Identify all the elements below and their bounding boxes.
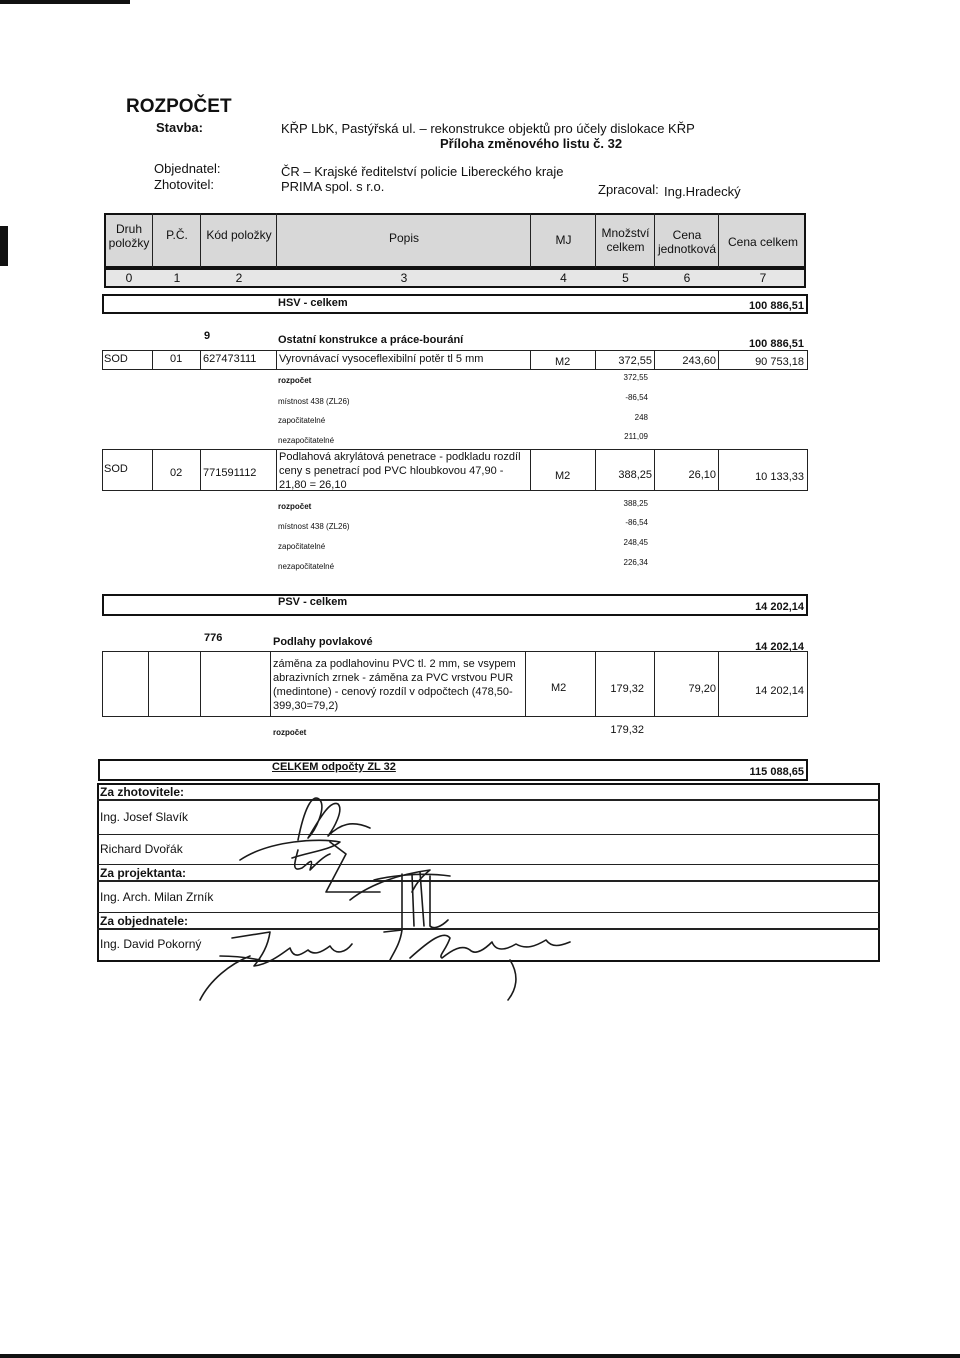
cena-c-cell: 10 133,33: [755, 471, 804, 483]
calc-label: místnost 438 (ZL26): [278, 522, 350, 531]
col-pc: P.Č.: [166, 228, 188, 242]
cena-j-cell: 243,60: [682, 355, 716, 367]
cena-j-cell: 26,10: [688, 469, 716, 481]
calc-label: nezapočitatelné: [278, 436, 335, 445]
objednatel-value: ČR – Krajské ředitelství policie Libereckého kraje: [281, 164, 564, 179]
document-title: ROZPOČET: [126, 96, 232, 117]
signature-stroke: [298, 798, 370, 840]
calc-label: započitatelné: [278, 416, 326, 425]
cena-c-cell: 14 202,14: [755, 685, 804, 697]
signatory-name: Ing. Josef Slavík: [100, 810, 189, 824]
signature-stroke: [402, 872, 448, 928]
zpracoval-value: Ing.Hradecký: [664, 184, 741, 199]
pc-cell: 02: [170, 467, 183, 479]
col-cena-c: Cena celkem: [727, 235, 799, 249]
kod-cell: 627473111: [203, 353, 257, 365]
colnum: 4: [560, 271, 567, 285]
celkem-total: 115 088,65: [749, 766, 804, 778]
col-cena-j: Cena jednotková: [657, 228, 717, 256]
za-projektanta-label: Za projektanta:: [100, 866, 187, 880]
psv-total: 14 202,14: [755, 601, 804, 613]
cena-c-cell: 90 753,18: [755, 356, 804, 368]
mnozstvi-cell: 372,55: [618, 355, 652, 367]
druh-cell: SOD: [104, 463, 128, 475]
handwritten-signatures: [180, 780, 620, 1020]
mnozstvi-cell: 179,32: [610, 683, 644, 695]
pc-cell: 01: [170, 353, 183, 365]
colnum: 0: [125, 271, 133, 285]
calc-value: 372,55: [623, 373, 648, 382]
psv-label: PSV - celkem: [278, 596, 348, 608]
hsv-total: 100 886,51: [748, 300, 804, 312]
calc-label: rozpočet: [273, 728, 307, 737]
group-total: 100 886,51: [748, 338, 804, 350]
group-label: Ostatní konstrukce a práce-bourání: [278, 334, 464, 346]
signatory-name: Ing. David Pokorný: [100, 937, 202, 951]
calc-label: započitatelné: [278, 542, 326, 551]
popis-cell: Podlahová akrylátová penetrace - podkladu rozdíl ceny s penetrací pod PVC hloubkovou 47,90 - 21,80 = 26,10: [279, 451, 521, 491]
popis-cell: Vyrovnávací vysoceflexibilní potěr tl 5 mm: [279, 353, 484, 365]
colnum: 6: [683, 271, 691, 285]
scan-edge-mark: [0, 226, 8, 266]
calc-value: -86,54: [625, 518, 648, 527]
stavba-value: KŘP LbK, Pastýřská ul. – rekonstrukce objektů pro účely dislokace KŘP: [281, 121, 695, 136]
calc-value: 226,34: [623, 558, 648, 567]
signature-stroke: [508, 960, 516, 1000]
druh-cell: SOD: [104, 353, 128, 365]
signature-stroke: [410, 935, 570, 958]
signature-stroke: [220, 956, 260, 960]
cena-j-cell: 79,20: [688, 683, 716, 695]
colnum: 1: [173, 271, 181, 285]
colnum: 7: [759, 271, 767, 285]
calc-value: 248: [634, 413, 648, 422]
attachment-note: Příloha změnového listu č. 32: [440, 136, 623, 151]
kod-cell: 771591112: [203, 467, 257, 479]
colnum: 2: [235, 271, 243, 285]
scan-edge-mark: [0, 0, 130, 4]
calc-value: 388,25: [623, 499, 648, 508]
hsv-label: HSV - celkem: [278, 297, 348, 309]
calc-value: 179,32: [610, 724, 644, 736]
calc-label: nezapočitatelné: [278, 562, 335, 571]
col-kod: Kód položky: [206, 228, 272, 242]
col-mj: MJ: [555, 233, 572, 247]
calc-label: rozpočet: [278, 376, 312, 385]
zhotovitel-label: Zhotovitel:: [154, 177, 214, 192]
signature-stroke: [384, 930, 402, 960]
calc-label: místnost 438 (ZL26): [278, 397, 350, 406]
mj-cell: M2: [551, 682, 567, 694]
za-objednatele-label: Za objednatele:: [100, 914, 189, 928]
za-zhotovitele-label: Za zhotovitele:: [100, 785, 185, 799]
zhotovitel-value: PRIMA spol. s r.o.: [281, 179, 385, 194]
signature-stroke: [326, 842, 380, 892]
signature-stroke: [200, 956, 250, 1000]
mj-cell: M2: [555, 470, 571, 482]
group-label: Podlahy povlakové: [273, 636, 373, 648]
colnum: 3: [400, 271, 408, 285]
col-druh: Druh položky: [108, 222, 150, 250]
stavba-label: Stavba:: [156, 120, 203, 135]
calc-value: -86,54: [625, 393, 648, 402]
signature-stroke: [232, 932, 352, 966]
mj-cell: M2: [555, 356, 571, 368]
popis-cell: záměna za podlahovinu PVC tl. 2 mm, se vsypem abrazivních zrnek - záměna za PVC vrstvou PUR (medintone) - cenový rozdíl v odpočtech (478,50-399,30=79,2): [273, 658, 516, 712]
celkem-label: CELKEM odpočty ZL 32: [272, 761, 396, 773]
calc-value: 211,09: [624, 432, 648, 441]
calc-label: rozpočet: [278, 502, 312, 511]
mnozstvi-cell: 388,25: [618, 469, 652, 481]
signatory-name: Richard Dvořák: [100, 842, 183, 856]
signatory-name: Ing. Arch. Milan Zrník: [100, 890, 214, 904]
zpracoval-label: Zpracoval:: [598, 182, 659, 197]
scan-edge-mark: [0, 1354, 960, 1358]
objednatel-label: Objednatel:: [154, 161, 221, 176]
group-number: 776: [204, 632, 223, 644]
calc-value: 248,45: [623, 538, 648, 547]
group-total: 14 202,14: [755, 641, 804, 653]
group-number: 9: [204, 330, 211, 342]
col-popis: Popis: [388, 231, 420, 245]
col-mnozstvi: Množství celkem: [601, 226, 650, 254]
colnum: 5: [622, 271, 629, 285]
